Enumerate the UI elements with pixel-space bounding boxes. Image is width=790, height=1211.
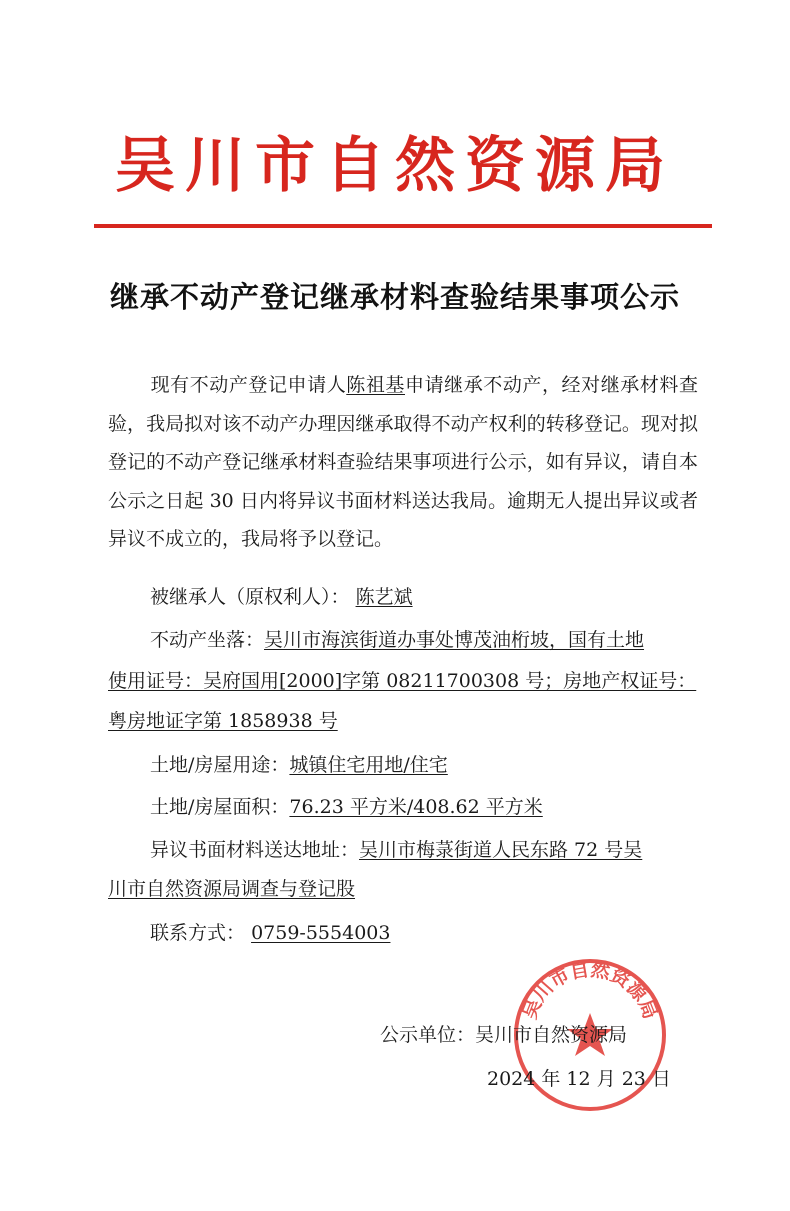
location-label: 不动产坐落： — [150, 629, 265, 651]
use-value: 城镇住宅用地/住宅 — [289, 754, 448, 776]
header-divider — [94, 224, 712, 228]
heir-line — [150, 582, 413, 609]
use-label: 土地/房屋用途： — [150, 754, 290, 776]
area-line — [150, 792, 543, 819]
paragraph-part1: 现有不动产登记申请人 — [150, 374, 347, 396]
signature-line: 公示单位：吴川市自然资源局 — [380, 1024, 628, 1046]
contact-label: 联系方式： — [150, 922, 246, 944]
address-value-2: 川市自然资源局调查与登记股 — [108, 878, 356, 900]
address-value-1: 吴川市梅菉街道人民东路 72 号吴 — [359, 839, 643, 861]
location-line-1 — [150, 625, 644, 652]
agency-header: 吴川市自然资源局 — [115, 131, 675, 201]
svg-text:吴川市自然资源局 — [519, 958, 662, 1023]
address-line-1 — [150, 835, 642, 862]
paragraph-part2: 申请继承不动产，经对继承材料查验，我局拟对该不动产办理因继承取得不动产权利的转移登记。现对拟登记的不动产登记继承材料查验结果事项进行公示，如有异议，请自本公示之日起 30 日内将异议书面材料送达我局。逾期无人提出异议或者异议不成立的，我局将予以登记。 — [108, 374, 698, 550]
address-line-2 — [108, 874, 355, 901]
location-line-2 — [108, 666, 696, 693]
body-paragraph — [108, 366, 698, 559]
heir-label: 被继承人（原权利人）： — [150, 586, 350, 608]
heir-value: 陈艺斌 — [355, 586, 413, 608]
location-value-2: 使用证号：吴府国用[2000]字第 08211700308 号；房地产权证号： — [108, 670, 697, 692]
use-line — [150, 750, 448, 777]
document-title: 继承不动产登记继承材料查验结果事项公示 — [109, 280, 680, 314]
seal-text: 吴川市自然资源局 — [518, 958, 662, 1023]
contact-value: 0759-5554003 — [251, 922, 391, 944]
contact-line — [150, 918, 390, 945]
area-value: 76.23 平方米/408.62 平方米 — [289, 796, 543, 818]
address-label: 异议书面材料送达地址： — [150, 839, 360, 861]
area-label: 土地/房屋面积： — [150, 796, 290, 818]
signature-date: 2024 年 12 月 23 日 — [487, 1068, 671, 1090]
location-line-3 — [108, 706, 338, 733]
location-value-3: 粤房地证字第 1858938 号 — [108, 710, 338, 732]
location-value-1: 吴川市海滨街道办事处博茂油桁坡，国有土地 — [264, 629, 645, 651]
applicant-name: 陈祖基 — [346, 374, 405, 396]
